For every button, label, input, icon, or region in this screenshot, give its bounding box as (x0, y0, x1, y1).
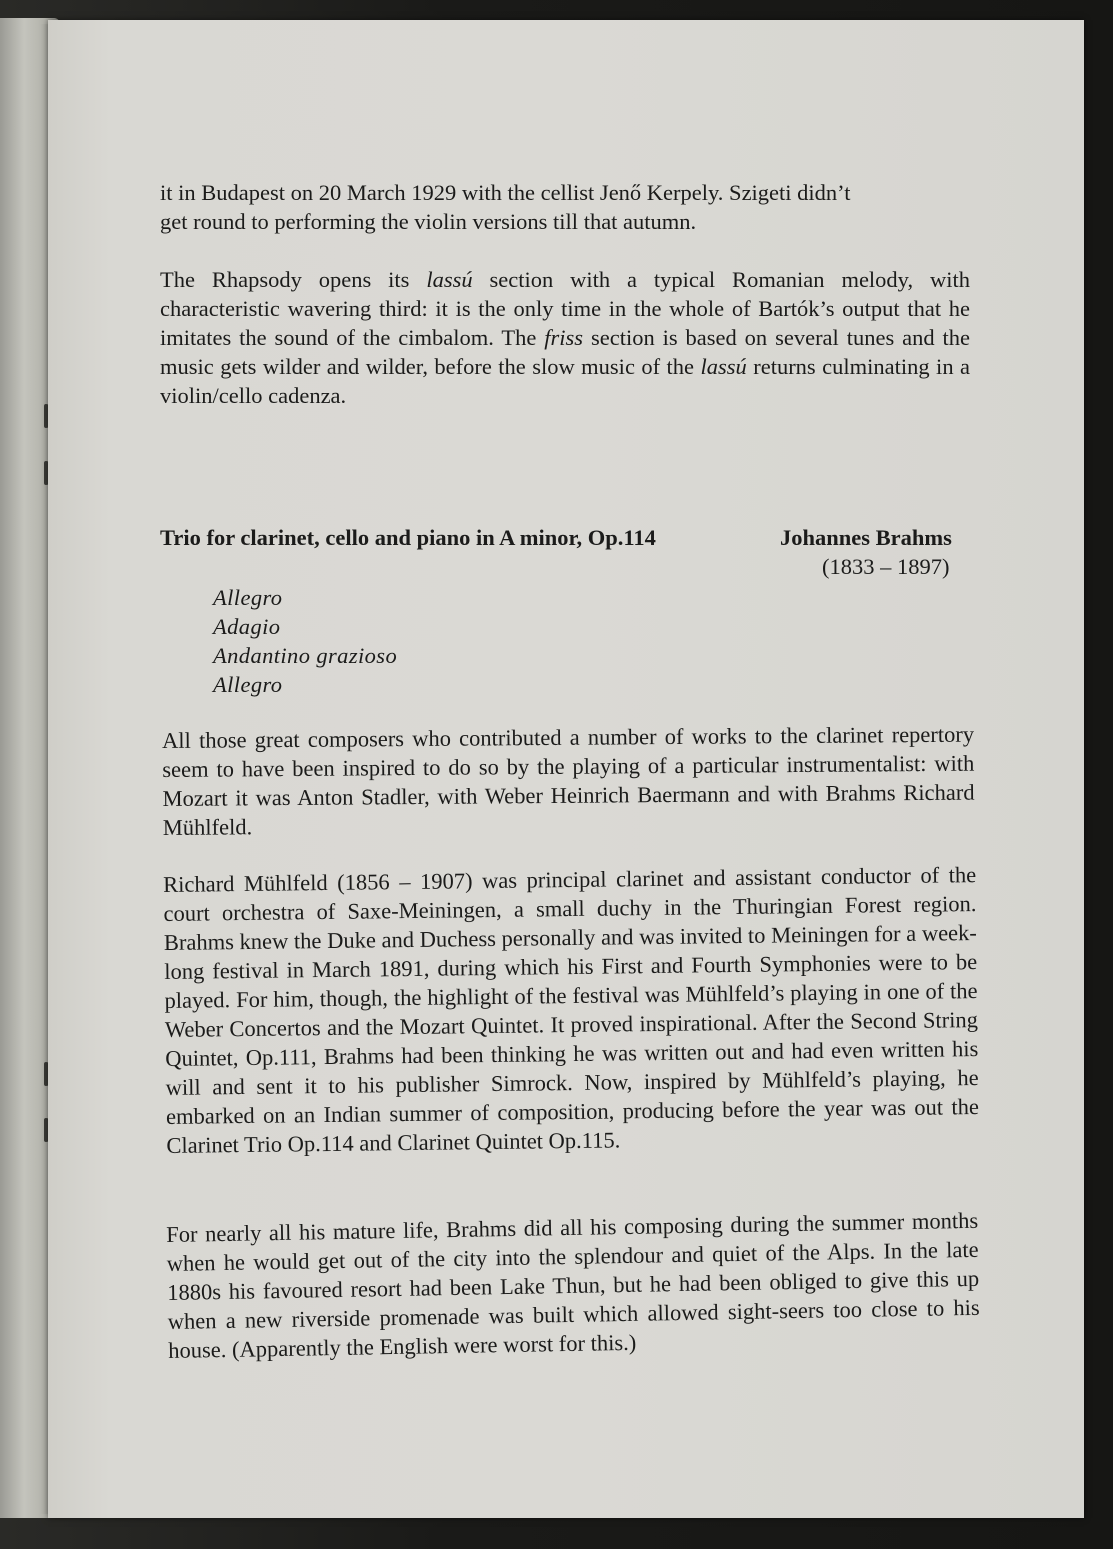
text-segment: section is based on several tunes and the music gets wilder and wilder, before the slow music of the (160, 325, 971, 379)
text-segment: section with a typical Romanian melody, with characteristic wavering third: it is the only time in the whole of Bartók’s output that he imitates the sound of the cimbalom. The (160, 267, 970, 350)
composer-name: Johannes Brahms (780, 525, 952, 550)
movement-item: Adagio (213, 614, 281, 639)
paragraph-continuation (160, 178, 970, 236)
paragraph-line: it in Budapest on 20 March 1929 with the cellist Jenő Kerpely. Szigeti didn’t (160, 180, 851, 205)
movement-item: Allegro (213, 585, 283, 610)
text-segment: returns culminating in a violin/cello cadenza. (160, 354, 970, 408)
paragraph-muhlfeld: Richard Mühlfeld (1856 – 1907) was principal clarinet and assistant conductor of the court orchestra of Saxe-Meiningen, a small duchy in the Thuringian Forest region. Brahms knew the Duke and Duchess personally and was invited to Meiningen for a week-long festival in March 1891, during which his First and Fourth Symphonies were to be played. For him, though, the highlight of the festival was Mühlfeld’s playing in one of the Weber Concertos and the Mozart Quintet. It proved inspirational. After the Second String Quintet, Op.111, Brahms had been thinking he was written out and had even written his will and sent it to his publisher Simrock. Now, inspired by Mühlfeld’s playing, he embarked on an Indian summer of composition, producing before the year was out the Clarinet Trio Op.114 and Clarinet Quintet Op.115. (163, 862, 980, 1158)
paragraph-summers: For nearly all his mature life, Brahms did all his composing during the summer months when he would get out of the city into the splendour and quiet of the Alps. In the late 1880s his favoured resort had been Lake Thun, but he had been obliged to give this up when a new riverside promenade was built which allowed sight-seers too close to his house. (Apparently the English were worst for this.) (166, 1207, 980, 1363)
movement-list (213, 583, 397, 699)
term-lassu: lassú (426, 267, 473, 292)
text-segment: The Rhapsody opens its (160, 267, 427, 292)
paragraph-composers: All those great composers who contributed a number of works to the clarinet repertory seem to have been inspired to do so by the playing of a particular instrumentalist: with Mozart it was Anton Stadler, with Weber Heinrich Baermann and with Brahms Richard Mühlfeld. (162, 721, 975, 840)
composer-dates: (1833 – 1897) (822, 554, 950, 579)
paragraph-line: get round to performing the violin versions till that autumn. (160, 209, 697, 234)
paragraph-rhapsody (160, 265, 970, 410)
term-lassu: lassú (700, 354, 747, 379)
movement-item: Andantino grazioso (213, 643, 398, 668)
term-friss: friss (544, 325, 584, 350)
work-title: Trio for clarinet, cello and piano in A minor, Op.114 (160, 525, 656, 550)
movement-item: Allegro (213, 672, 283, 697)
